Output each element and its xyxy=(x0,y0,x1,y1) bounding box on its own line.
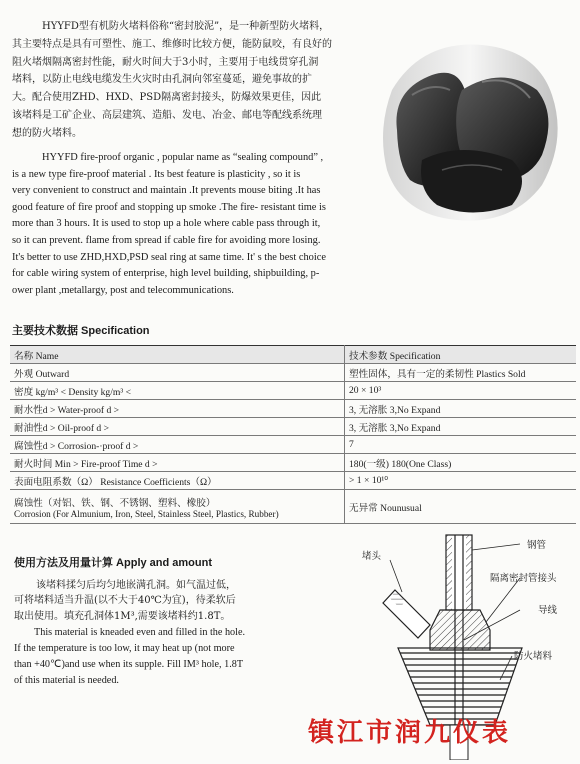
spec-title: 主要技术数据 Specification xyxy=(12,325,150,337)
intro-zh-line: 阻火堵烟隔离密封性能，耐火时间大于3小时，主要用于电线贯穿孔洞 xyxy=(12,56,319,68)
spec-name: 名称 Name xyxy=(10,346,345,364)
spec-value: 180(一级) 180(One Class) xyxy=(345,454,577,472)
spec-value: 20 × 10³ xyxy=(345,382,577,400)
usage-zh-line: 取出使用。填充孔洞体1M³,需要该堵料约1.8T。 xyxy=(14,610,231,622)
intro-en-line: more than 3 hours. It is used to stop up a hole where cable pass through it, xyxy=(12,218,321,230)
spec-value: 7 xyxy=(345,436,577,454)
table-row xyxy=(10,436,576,454)
seal-joint-shape xyxy=(430,610,490,650)
intro-zh-line: 想的防火堵料。 xyxy=(12,127,82,139)
label-plug: 堵头 xyxy=(362,551,382,562)
usage-zh-line: 可将堵料适当升温(以不大于40℃为宜)，待柔软后 xyxy=(14,595,236,607)
intro-en-line: HYYFD fire-proof organic , popular name as “sealing compound” , xyxy=(42,152,324,163)
table-row xyxy=(10,346,576,364)
usage-chinese xyxy=(14,578,274,624)
spec-name: 耐水性d > Water-proof d > xyxy=(10,400,345,418)
spec-name-zh: 腐蚀性（对铝、铁、钢、不锈钢、塑料、橡胶） xyxy=(14,497,216,509)
label-fire-material: 防火堵料 xyxy=(514,651,553,662)
usage-en-line: than +40℃)and use when its supple. Fill IM³ hole, 1.8T xyxy=(14,659,244,670)
table-row xyxy=(10,382,576,400)
intro-en-line: ower plant ,metallargy, post and telecommunications. xyxy=(12,284,234,296)
spec-name: 表面电阻系数（Ω） Resistance Coefficients（Ω） xyxy=(10,472,345,490)
intro-zh-line: 堵料，以防止电线电缆发生火灾时由孔洞向邻室蔓延，避免事故的扩 xyxy=(12,74,312,86)
spec-value: 无异常 Nounusual xyxy=(345,490,577,524)
intro-zh-line: 该堵料是工矿企业、高层建筑、造船、发电、冶金、邮电等配线系统理 xyxy=(12,109,322,121)
spec-name: 耐火时间 Min > Fire-proof Time d > xyxy=(10,454,345,472)
intro-en-line: so it can prevent. flame from spread if cable fire for avoiding more losing. xyxy=(12,234,321,246)
usage-en-line: of this material is needed. xyxy=(14,675,119,686)
usage-zh-line: 该堵料揉匀后均匀地嵌满孔洞。如气温过低， xyxy=(36,580,236,591)
table-row xyxy=(10,490,576,524)
table-row xyxy=(10,472,576,490)
intro-zh-line: 其主要特点是具有可塑性、施工、维修时比较方便，能防鼠咬，有良好的 xyxy=(12,38,332,50)
intro-zh-line: 大。配合使用ZHD、HXD、PSD隔离密封接头，防爆效果更佳，因此 xyxy=(12,92,322,104)
intro-zh-line: HYYFD型有机防火堵料俗称“密封胶泥”，是一种新型防火堵料， xyxy=(42,21,330,32)
intro-english xyxy=(12,150,360,299)
intro-en-line: is a new type fire-proof material . Its best feature is plasticity , so it is xyxy=(12,168,301,180)
table-row xyxy=(10,454,576,472)
intro-chinese xyxy=(12,18,364,143)
spec-value: 3, 无溶胀 3,No Expand xyxy=(345,400,577,418)
intro-en-line: It's better to use ZHD,HXD,PSD seal ring at same time. It' s the best choice xyxy=(12,251,326,263)
usage-en-line: This material is kneaded even and filled in the hole. xyxy=(34,627,246,638)
intro-en-line: very convenient to construct and maintain .It prevents mouse biting .It has xyxy=(12,185,321,197)
spec-name: 耐油性d > Oil-proof d > xyxy=(10,418,345,436)
spec-table xyxy=(10,345,576,524)
usage-title: 使用方法及用量计算 Apply and amount xyxy=(14,557,212,569)
brand-name: 镇江市润九仪表 xyxy=(308,718,512,748)
intro-en-line: for cable wiring system of enterprise, high level building, shipbuilding, p- xyxy=(12,268,320,280)
spec-value: 塑性固体，具有一定的柔韧性 Plastics Sold xyxy=(345,364,577,382)
spec-name xyxy=(10,490,345,524)
spec-value: 3, 无溶胀 3,No Expand xyxy=(345,418,577,436)
label-wire: 导线 xyxy=(538,605,558,616)
label-steel-pipe: 钢管 xyxy=(527,540,547,551)
spec-value: 技术参数 Specification xyxy=(345,346,577,364)
spec-name-en: Corrosion (For Almunium, Iron, Steel, Stainless Steel, Plastics, Rubber) xyxy=(14,508,279,519)
spec-name: 外观 Outward xyxy=(10,364,345,382)
label-seal-joint: 隔离密封管接头 xyxy=(490,573,557,584)
spec-value: > 1 × 10¹⁰ xyxy=(345,472,577,490)
usage-en-line: If the temperature is too low, it may heat up (not more xyxy=(14,643,235,654)
usage-english xyxy=(14,625,276,689)
intro-en-line: good feature of fire proof and stopping up smoke .The fire- resistant time is xyxy=(12,201,326,213)
spec-name: 腐蚀性d > Corrosion-·proof d > xyxy=(10,436,345,454)
table-row xyxy=(10,400,576,418)
table-row xyxy=(10,418,576,436)
product-photo xyxy=(362,20,572,230)
compound-block-bottom xyxy=(421,150,522,213)
spec-name: 密度 kg/m³ < Density kg/m³ < xyxy=(10,382,345,400)
table-row xyxy=(10,364,576,382)
